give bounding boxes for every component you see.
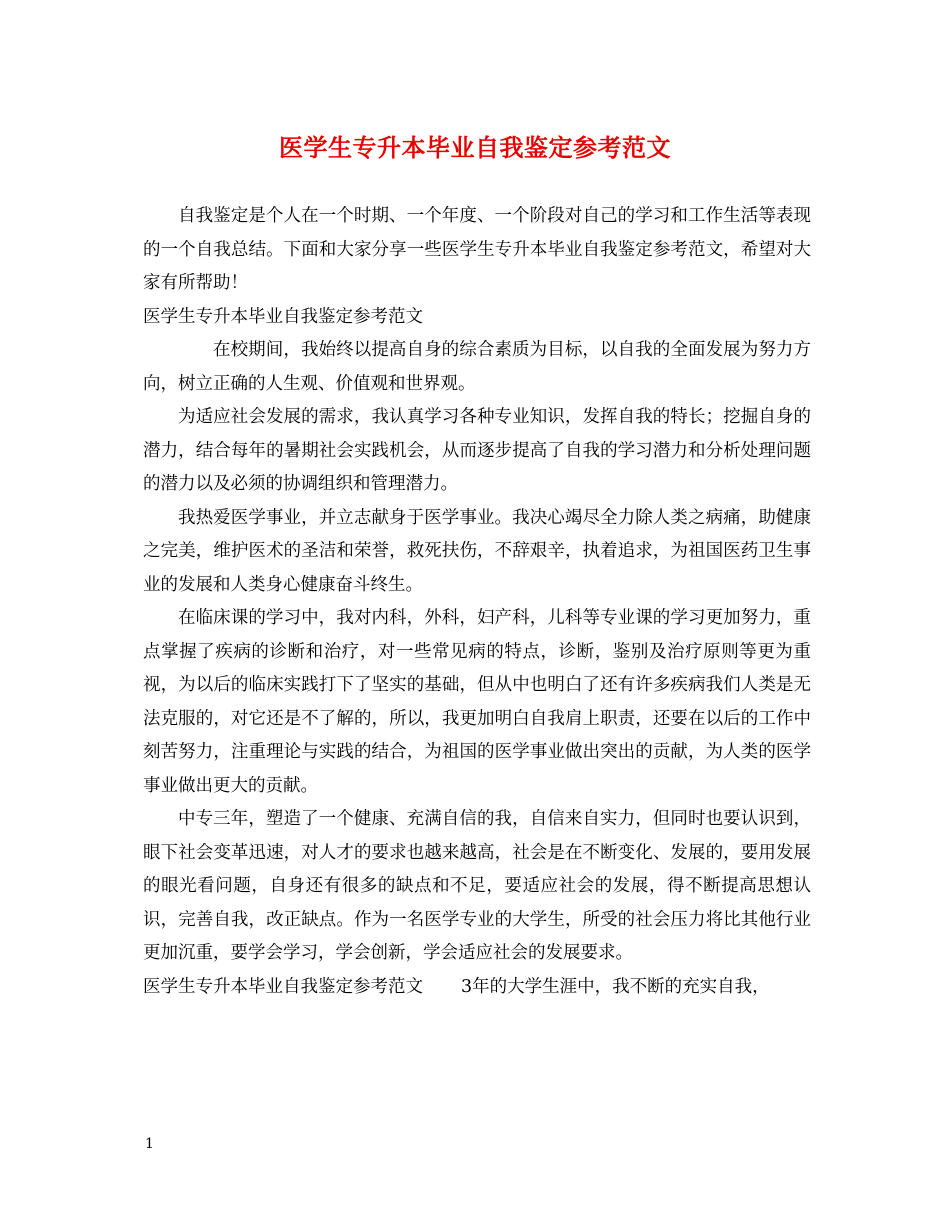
body-paragraph: 为适应社会发展的需求，我认真学习各种专业知识，发挥自我的特长；挖掘自身的潜力，结合每年的暑期社会实践机会，从而逐步提高了自我的学习潜力和分析处理问题的潜力以及必须的协调组织和管理潜力。	[143, 407, 811, 494]
intro-paragraph: 自我鉴定是个人在一个时期、一个年度、一个阶段对自己的学习和工作生活等表现的一个自我总结。下面和大家分享一些医学生专升本毕业自我鉴定参考范文，希望对大家有所帮助！	[143, 206, 811, 293]
body-paragraph: 中专三年，塑造了一个健康、充满自信的我，自信来自实力，但同时也要认识到，眼下社会变革迅速，对人才的要求也越来越高，社会是在不断变化、发展的，要用发展的眼光看问题，自身还有很多的缺点和不足，要适应社会的发展，得不断提高思想认识，完善自我，改正缺点。作为一名医学专业的大学生，所受的社会压力将比其他行业更加沉重，要学会学习，学会创新，学会适应社会的发展要求。	[143, 809, 811, 963]
body-paragraph: 在校期间，我始终以提高自身的综合素质为目标，以自我的全面发展为努力方向，树立正确的人生观、价值观和世界观。	[143, 340, 811, 394]
page-number: 1	[145, 1136, 154, 1152]
body-paragraph: 我热爱医学事业，并立志献身于医学事业。我决心竭尽全力除人类之病痛，助健康之完美，维护医术的圣洁和荣誉，救死扶伤，不辞艰辛，执着追求，为祖国医药卫生事业的发展和人类身心健康奋斗终生。	[143, 507, 811, 595]
section-heading: 医学生专升本毕业自我鉴定参考范文	[143, 976, 423, 997]
document-title: 医学生专升本毕业自我鉴定参考范文	[279, 133, 671, 162]
section-heading: 医学生专升本毕业自我鉴定参考范文	[143, 306, 423, 327]
section-heading-with-text	[143, 971, 811, 1005]
body-paragraph: 在临床课的学习中，我对内科，外科，妇产科，儿科等专业课的学习更加努力，重点掌握了疾病的诊断和治疗，对一些常见病的特点，诊断，鉴别及治疗原则等更为重视，为以后的临床实践打下了坚实的基础，但从中也明白了还有许多疾病我们人类是无法克服的，对它还是不了解的，所以，我更加明白自我肩上职责，还要在以后的工作中刻苦努力，注重理论与实践的结合，为祖国的医学事业做出突出的贡献，为人类的医学事业做出更大的贡献。	[143, 608, 811, 796]
continuation-text: 3年的大学生涯中，我不断的充实自我，	[461, 976, 770, 997]
document-body	[143, 200, 811, 1004]
